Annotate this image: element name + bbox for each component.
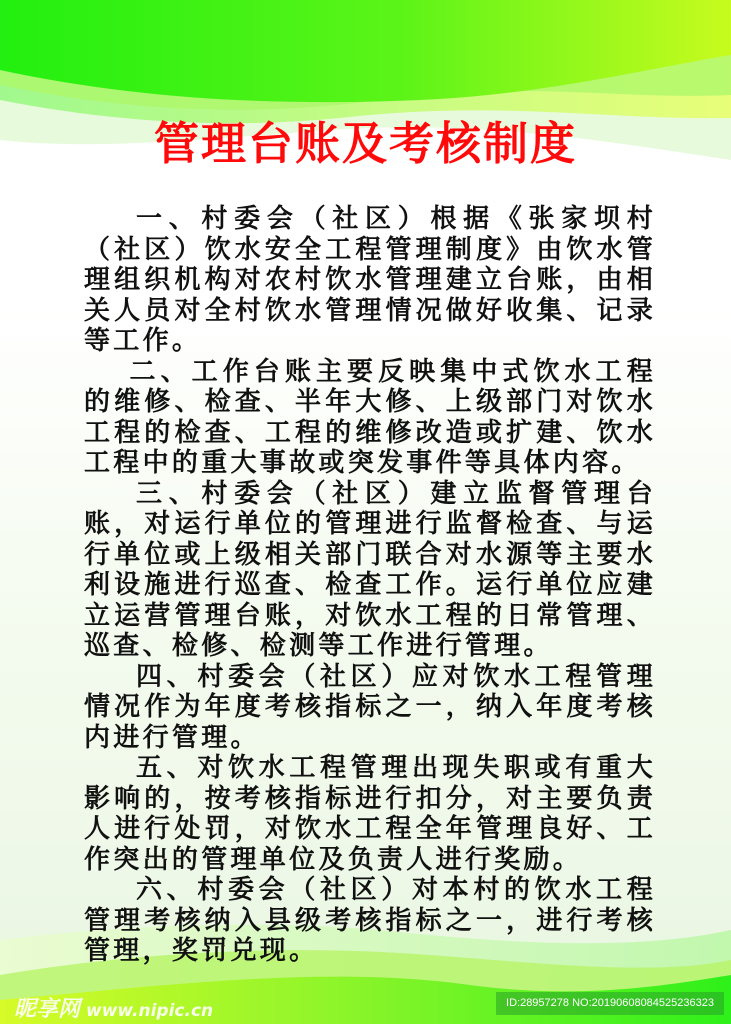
rule-paragraph-4: 四、村委会（社区）应对饮水工程管理情况作为年度考核指标之一，纳入年度考核内进行管理。 <box>84 661 656 753</box>
rules-body <box>84 204 656 967</box>
rule-paragraph-1: 一、村委会（社区）根据《张家坝村（社区）饮水安全工程管理制度》由饮水管理组织机构对农村饮水管理建立台账，由相关人员对全村饮水管理情况做好收集、记录等工作。 <box>84 204 656 356</box>
rule-paragraph-3: 三、村委会（社区）建立监督管理台账，对运行单位的管理进行监督检查、与运行单位或上级相关部门联合对水源等主要水利设施进行巡查、检查工作。运行单位应建立运营管理台账，对饮水工程的日常管理、巡查、检修、检测等工作进行管理。 <box>84 478 656 661</box>
watermark-logo <box>14 992 213 1023</box>
rule-paragraph-5: 五、对饮水工程管理出现失职或有重大影响的，按考核指标进行扣分，对主要负责人进行处罚，对饮水工程全年管理良好、工作突出的管理单位及负责人进行奖励。 <box>84 753 656 875</box>
watermark-id: ID:28957278 NO:20190608084525236323 <box>496 992 724 1015</box>
poster-title: 管理台账及考核制度 <box>153 117 577 170</box>
rule-paragraph-2: 二、工作台账主要反映集中式饮水工程的维修、检查、半年大修、上级部门对饮水工程的检查、工程的维修改造或扩建、饮水工程中的重大事故或突发事件等具体内容。 <box>84 356 656 478</box>
rule-paragraph-6: 六、村委会（社区）对本村的饮水工程管理考核纳入县级考核指标之一，进行考核管理，奖罚兑现。 <box>84 875 656 966</box>
watermark-url: www.nipic.cn <box>86 1001 214 1021</box>
watermark-brand: 昵享网 <box>14 997 81 1022</box>
